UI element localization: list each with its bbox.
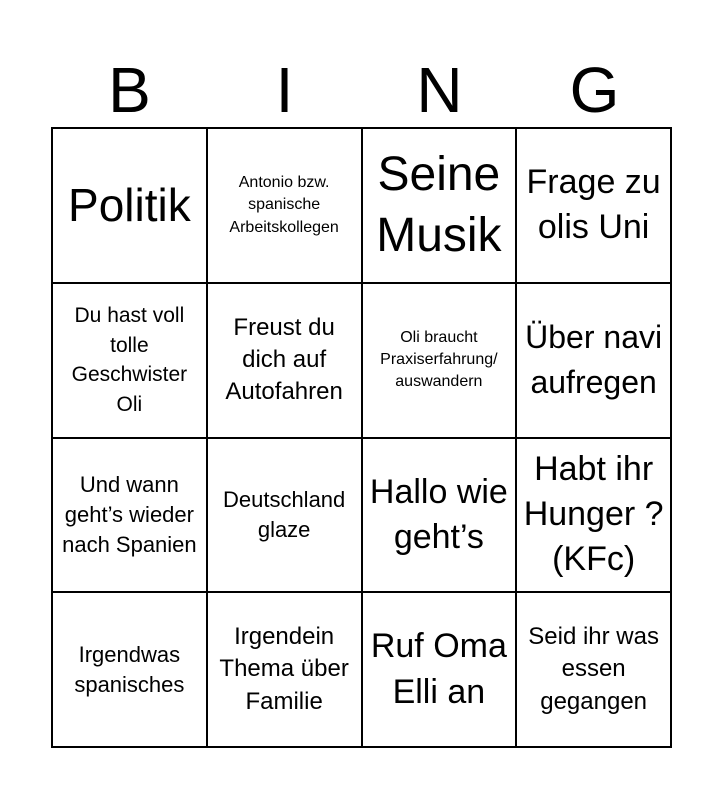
header-letter-b: B <box>108 54 151 126</box>
cell-text: Ruf Oma Elli an <box>370 627 507 711</box>
cell-text: Irgendein Thema über Familie <box>219 623 349 715</box>
cell-text: Deutschland glaze <box>222 486 346 542</box>
cell-text: Seid ihr was essen gegangen <box>528 623 659 715</box>
cell-text: Seine Musik <box>376 147 502 263</box>
bingo-cell[interactable] <box>362 438 517 593</box>
header-letter-n: N <box>416 54 463 126</box>
bingo-cell[interactable] <box>516 128 671 283</box>
bingo-header <box>52 52 672 128</box>
bingo-grid <box>51 127 672 748</box>
bingo-cell[interactable] <box>516 438 671 593</box>
cell-text: Hallo wie geht’s <box>369 472 508 556</box>
bingo-cell[interactable] <box>52 592 207 747</box>
header-letter-g: G <box>569 54 620 126</box>
header-letter-i: I <box>275 54 294 126</box>
bingo-cell[interactable] <box>362 128 517 283</box>
cell-text: Du hast voll tolle Geschwister Oli <box>71 304 188 416</box>
cell-text: Habt ihr Hunger ? (KFc) <box>523 450 664 579</box>
cell-text: Freust du dich auf Autofahren <box>225 313 343 406</box>
cell-text: Frage zu olis Uni <box>526 163 661 247</box>
bingo-cell[interactable] <box>362 592 517 747</box>
bingo-cell[interactable] <box>52 438 207 593</box>
cell-text: Irgendwas spanisches <box>74 641 185 697</box>
cell-text: Antonio bzw. spanische Arbeitskollegen <box>229 173 339 236</box>
bingo-cell[interactable] <box>52 128 207 283</box>
bingo-cell[interactable] <box>207 438 362 593</box>
bingo-cell[interactable] <box>207 283 362 438</box>
bingo-cell[interactable] <box>362 283 517 438</box>
cell-text: Und wann geht’s wieder nach Spanien <box>62 472 197 557</box>
cell-text: Über navi aufregen <box>525 319 663 401</box>
bingo-cell[interactable] <box>207 128 362 283</box>
bingo-cell[interactable] <box>516 283 671 438</box>
cell-text: Oli braucht Praxiserfahrung/ auswandern <box>380 328 498 391</box>
bingo-cell[interactable] <box>207 592 362 747</box>
bingo-cell[interactable] <box>516 592 671 747</box>
bingo-cell[interactable] <box>52 283 207 438</box>
cell-text: Politik <box>68 178 191 231</box>
